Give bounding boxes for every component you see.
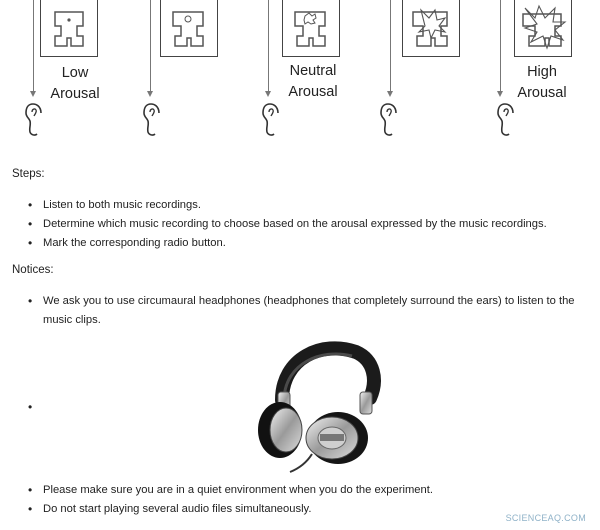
sam-high-icon	[514, 0, 572, 57]
ear-icon[interactable]	[497, 103, 517, 137]
list-item: • Mark the corresponding radio button.	[0, 234, 570, 253]
notices-title: Notices:	[12, 264, 54, 276]
ear-icon[interactable]	[262, 103, 282, 137]
list-item: • Do not start playing several audio files simultaneously.	[0, 500, 585, 519]
notices-list-continued	[0, 481, 585, 519]
label-line2: Arousal	[517, 85, 567, 101]
scale-arrow	[150, 0, 151, 92]
label-line2: Arousal	[50, 86, 100, 102]
scale-label-neutral	[268, 61, 358, 103]
scale-label-low	[30, 63, 120, 105]
scale-arrow	[390, 0, 391, 92]
label-line1: Low	[61, 65, 89, 81]
headphones-image	[252, 338, 382, 474]
notices-list	[0, 292, 585, 330]
ear-icon[interactable]	[143, 103, 163, 137]
label-line2: Arousal	[288, 84, 338, 100]
steps-list	[0, 196, 570, 253]
list-item: • Listen to both music recordings.	[0, 196, 570, 215]
arousal-scale	[0, 0, 600, 160]
sam-lowmid-icon	[160, 0, 218, 57]
scale-label-high	[497, 62, 587, 104]
sam-neutral-icon	[282, 0, 340, 57]
label-line1: Neutral	[289, 63, 337, 79]
list-item: • We ask you to use circumaural headphones (headphones that completely surround the ears) to listen to the music clips.	[0, 292, 585, 330]
sam-low-icon	[40, 0, 98, 57]
steps-title: Steps:	[12, 168, 45, 180]
list-bullet: •	[28, 400, 33, 414]
watermark: SCIENCEAQ.COM	[505, 513, 586, 523]
list-item: • Determine which music recording to choose based on the arousal expressed by the music recordings.	[0, 215, 570, 234]
ear-icon[interactable]	[380, 103, 400, 137]
ear-icon[interactable]	[25, 103, 45, 137]
sam-midhigh-icon	[402, 0, 460, 57]
label-line1: High	[527, 64, 557, 80]
list-item: • Please make sure you are in a quiet environment when you do the experiment.	[0, 481, 585, 500]
